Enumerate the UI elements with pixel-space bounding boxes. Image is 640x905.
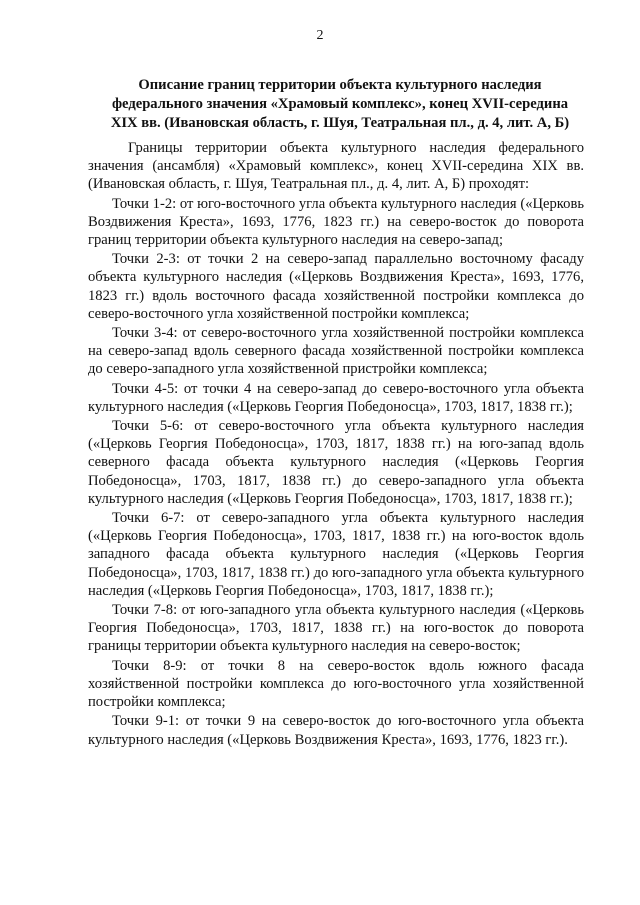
boundary-segment-4-5: Точки 4-5: от точки 4 на северо-запад до северо-восточного угла объекта культурного наследия («Церковь Георгия Победоносца», 1703, 1817, 1838 гг.);: [88, 380, 584, 415]
title-line: Описание границ территории объекта культурного наследия: [138, 77, 542, 93]
intro-paragraph: Границы территории объекта культурного наследия федерального значения (ансамбля) «Храмовый комплекс», конец XVII-середина XIX вв. (Ивановская область, г. Шуя, Театральная пл., д. 4, лит. А, Б) проходят:: [88, 140, 584, 193]
document-title: [96, 76, 584, 133]
boundary-segment-7-8: Точки 7-8: от юго-западного угла объекта культурного наследия («Церковь Георгия Победоносца», 1703, 1817, 1838 гг.) на юго-восток до поворота границы территории объекта культурного наследия на северо-восток;: [88, 602, 584, 655]
title-line: XIX вв. (Ивановская область, г. Шуя, Театральная пл., д. 4, лит. А, Б): [110, 115, 570, 131]
boundary-segment-3-4: Точки 3-4: от северо-восточного угла хозяйственной постройки комплекса на северо-запад вдоль северного фасада хозяйственной постройки комплекса до северо-западного угла хозяйственной пристройки комплекса;: [88, 325, 584, 378]
document-body: [88, 139, 584, 750]
title-line: федерального значения «Храмовый комплекс», конец XVII-середина: [111, 96, 569, 112]
boundary-segment-5-6: Точки 5-6: от северо-восточного угла объекта культурного наследия («Церковь Георгия Победоносца», 1703, 1817, 1838 гг.) на юго-запад вдоль северного фасада объекта культурного наследия («Церковь Георгия Победоносца», 1703, 1817, 1838 гг.) до северо-западного угла объекта культурного наследия («Церковь Георгия Победоносца», 1703, 1817, 1838 гг.);: [88, 418, 584, 507]
boundary-segment-6-7: Точки 6-7: от северо-западного угла объекта культурного наследия («Церковь Георгия Победоносца», 1703, 1817, 1838 гг.) на юго-восток вдоль западного фасада объекта культурного наследия («Церковь Георгия Победоносца», 1703, 1817, 1838 гг.) до юго-западного угла объекта культурного наследия («Церковь Георгия Победоносца», 1703, 1817, 1838 гг.);: [88, 510, 584, 599]
boundary-segment-8-9: Точки 8-9: от точки 8 на северо-восток вдоль южного фасада хозяйственной постройки комплекса до юго-восточного угла хозяйственной постройки комплекса;: [88, 657, 584, 711]
boundary-segment-1-2: Точки 1-2: от юго-восточного угла объекта культурного наследия («Церковь Воздвижения Креста», 1693, 1776, 1823 гг.) на северо-восток до поворота границ территории объекта культурного наследия на северо-запад;: [88, 195, 584, 249]
boundary-segment-2-3: Точки 2-3: от точки 2 на северо-запад параллельно восточному фасаду объекта культурного наследия («Церковь Воздвижения Креста», 1693, 1776, 1823 гг.) вдоль восточного фасада хозяйственной постройки комплекса до северо-восточного угла хозяйственной постройки комплекса;: [88, 251, 584, 322]
boundary-segment-9-1: Точки 9-1: от точки 9 на северо-восток до юго-восточного угла объекта культурного наследия («Церковь Воздвижения Креста», 1693, 1776, 1823 гг.).: [88, 713, 584, 748]
page-number: 2: [316, 28, 324, 43]
